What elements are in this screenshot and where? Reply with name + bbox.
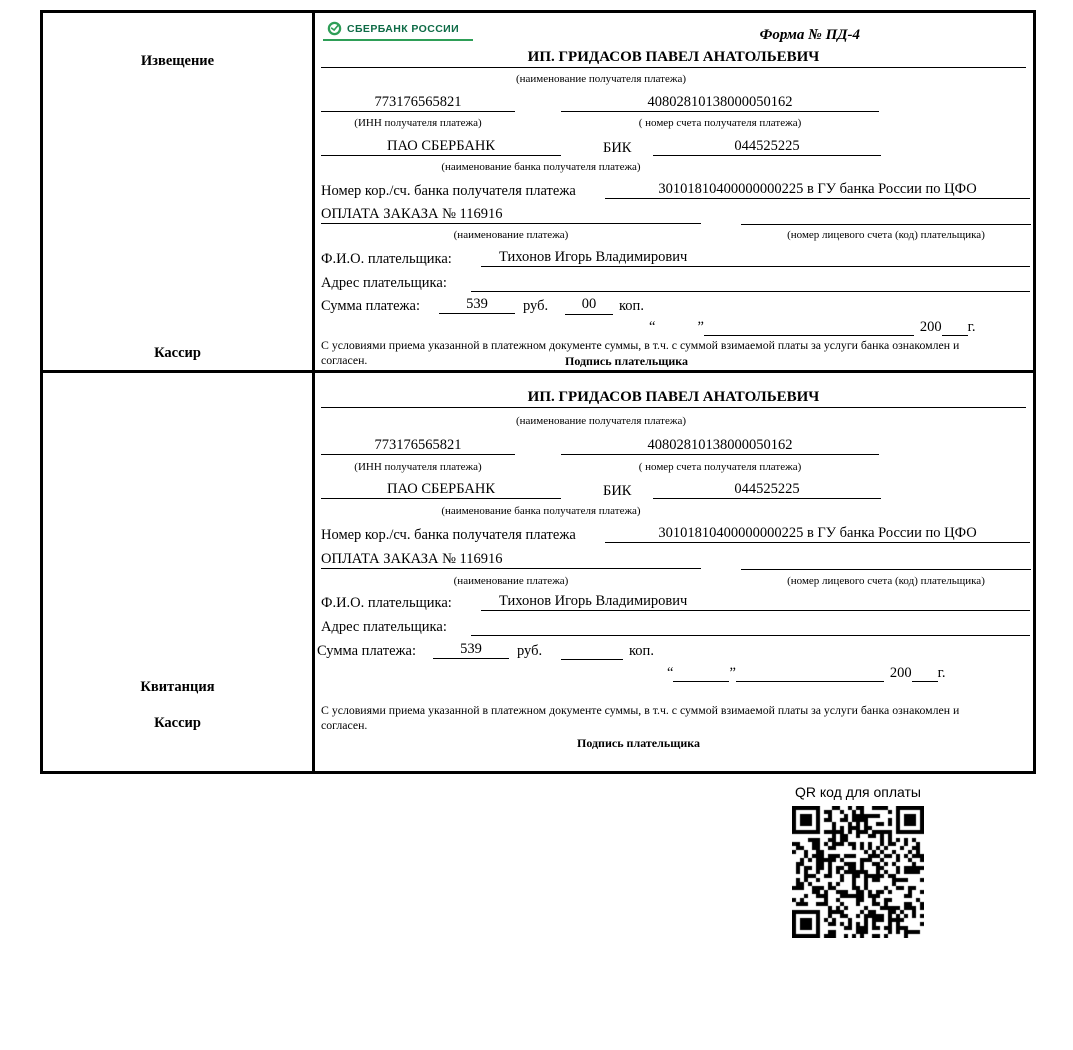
personal-account-caption: (номер лицевого счета (код) плательщика) <box>787 229 985 241</box>
account-caption: ( номер счета получателя платежа) <box>638 117 802 129</box>
notice-body <box>315 13 1033 370</box>
inn-caption: (ИНН получателя платежа) <box>354 461 482 473</box>
signature-label: Подпись плательщика <box>565 354 688 368</box>
payer-name-value: Тихонов Игорь Владимирович <box>481 249 1030 267</box>
date-open-quote: “ <box>649 319 656 335</box>
date-month-blank <box>704 322 914 336</box>
agreement-text: С условиями приема указанной в платежном документе суммы, в т.ч. с суммой взимаемой платы за услуги банка ознакомлен и согласен. <box>321 703 960 732</box>
payer-address-blank <box>471 273 1030 292</box>
year-blank <box>942 322 968 336</box>
personal-account-caption: (номер лицевого счета (код) плательщика) <box>787 575 985 587</box>
notice-left-column <box>43 13 315 370</box>
payment-caption: (наименование платежа) <box>453 575 569 587</box>
payer-name-value: Тихонов Игорь Владимирович <box>481 593 1030 611</box>
recipient-caption: (наименование получателя платежа) <box>515 73 687 85</box>
year-prefix: 200 <box>889 665 912 681</box>
qr-code <box>792 806 924 938</box>
form-number: Форма № ПД-4 <box>759 27 860 43</box>
date-line <box>649 319 976 336</box>
year-suffix: г. <box>937 665 946 681</box>
personal-account-blank <box>741 551 1031 570</box>
payer-address-label: Адрес плательщика: <box>321 275 447 291</box>
bank-name: ПАО СБЕРБАНК <box>321 138 561 156</box>
signature-label: Подпись плательщика <box>577 736 700 750</box>
sberbank-logo-text: СБЕРБАНК РОССИИ <box>347 22 460 35</box>
rub-label: руб. <box>523 298 549 314</box>
bik-value: 044525225 <box>653 138 881 156</box>
notice-cashier-label: Кассир <box>154 345 201 361</box>
kop-label: коп. <box>619 298 644 314</box>
notice-label: Извещение <box>140 53 215 69</box>
sberbank-logo-icon <box>327 21 342 36</box>
payment-caption: (наименование платежа) <box>453 229 569 241</box>
bank-caption: (наименование банка получателя платежа) <box>441 161 641 173</box>
corr-account-label: Номер кор./сч. банка получателя платежа <box>321 527 576 543</box>
notice-section <box>43 13 1033 373</box>
amount-kop-value: 00 <box>565 296 613 315</box>
corr-account-value: 30101810400000000225 в ГУ банка России по ЦФО <box>605 181 1030 199</box>
amount-rub-value: 539 <box>433 641 509 659</box>
year-suffix: г. <box>967 319 976 335</box>
amount-label: Сумма платежа: <box>321 298 420 314</box>
qr-block <box>778 784 938 943</box>
payment-form-pd4 <box>40 10 1036 774</box>
inn-value: 773176565821 <box>321 94 515 112</box>
date-open-quote: “ <box>667 665 674 681</box>
recipient-caption: (наименование получателя платежа) <box>515 415 687 427</box>
account-value: 40802810138000050162 <box>561 437 879 455</box>
rub-label: руб. <box>517 643 543 659</box>
date-day-blank <box>673 668 729 682</box>
bik-label: БИК <box>603 140 632 156</box>
amount-kop-value <box>561 641 623 660</box>
date-month-blank <box>736 668 884 682</box>
receipt-cashier-label: Кассир <box>154 715 201 731</box>
payment-name: ОПЛАТА ЗАКАЗА № 116916 <box>321 206 701 224</box>
corr-account-value: 30101810400000000225 в ГУ банка России по ЦФО <box>605 525 1030 543</box>
year-prefix: 200 <box>919 319 942 335</box>
receipt-section <box>43 373 1033 771</box>
inn-value: 773176565821 <box>321 437 515 455</box>
receipt-body <box>315 373 1033 771</box>
receipt-label: Квитанция <box>140 679 215 695</box>
bik-label: БИК <box>603 483 632 499</box>
agreement-text: С условиями приема указанной в платежном документе суммы, в т.ч. с суммой взимаемой платы за услуги банка ознакомлен и согласен. <box>321 338 960 367</box>
payer-address-label: Адрес плательщика: <box>321 619 447 635</box>
payment-name: ОПЛАТА ЗАКАЗА № 116916 <box>321 551 701 569</box>
recipient-name: ИП. ГРИДАСОВ ПАВЕЛ АНАТОЛЬЕВИЧ <box>321 389 1026 408</box>
corr-account-label: Номер кор./сч. банка получателя платежа <box>321 183 576 199</box>
amount-rub-value: 539 <box>439 296 515 314</box>
bank-caption: (наименование банка получателя платежа) <box>441 505 641 517</box>
date-day-space <box>655 322 697 336</box>
inn-caption: (ИНН получателя платежа) <box>354 117 482 129</box>
date-close-quote: ” <box>729 665 736 681</box>
account-caption: ( номер счета получателя платежа) <box>638 461 802 473</box>
personal-account-blank <box>741 206 1031 225</box>
account-value: 40802810138000050162 <box>561 94 879 112</box>
amount-label: Сумма платежа: <box>317 643 416 659</box>
qr-caption: QR код для оплаты <box>794 784 921 800</box>
bank-name: ПАО СБЕРБАНК <box>321 481 561 499</box>
recipient-name: ИП. ГРИДАСОВ ПАВЕЛ АНАТОЛЬЕВИЧ <box>321 49 1026 68</box>
receipt-left-column <box>43 373 315 771</box>
kop-label: коп. <box>629 643 654 659</box>
payer-address-blank <box>471 617 1030 636</box>
bik-value: 044525225 <box>653 481 881 499</box>
payer-name-label: Ф.И.О. плательщика: <box>321 595 452 611</box>
date-close-quote: ” <box>697 319 704 335</box>
year-blank <box>912 668 938 682</box>
payer-name-label: Ф.И.О. плательщика: <box>321 251 452 267</box>
sberbank-logo <box>323 19 473 41</box>
date-line <box>667 665 946 682</box>
